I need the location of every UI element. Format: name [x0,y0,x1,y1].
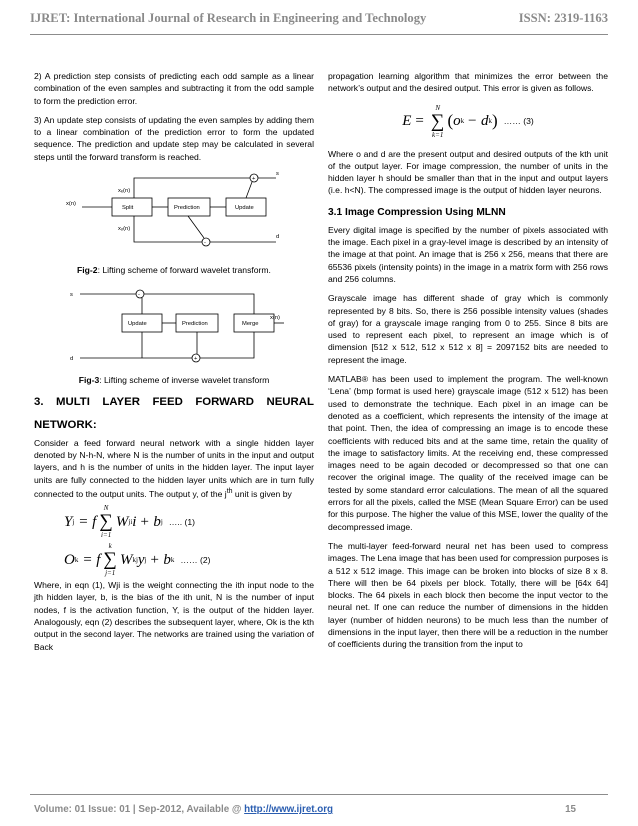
paragraph: Consider a feed forward neural network with a single hidden layer denoted by N-h-N, where N is the number of units in the input and output layers, and h is the number of units in the hidden layer. The input layer units are fully connected to the hidden layer units which are in turn fully connected to the output units. The output y, of the $j^{th}$ unit is given by [34,437,314,499]
fig3-diagram [64,286,284,370]
page-number: 15 [565,804,576,815]
equation-3: E = N ∑ k=1 ( o k − d k ) …… (3) [402,103,534,139]
fig3-caption-bold: Fig-3 [78,375,100,386]
paragraph: propagation learning algorithm that minimizes the error between the network’s output and the desired output. This error is given as follows. [328,71,608,94]
fig2-caption-text: : Lifting scheme of forward wavelet transform. [97,265,271,276]
minus-sign: - [138,292,140,299]
journal-link[interactable]: http://www.ijret.org [244,804,334,815]
prediction-block-label: Prediction [174,205,200,212]
d-label: d [276,234,280,241]
journal-title: IJRET: International Journal of Research in Engineering and Technology [30,11,427,25]
fig2-caption [34,264,314,276]
footer-text: Volume: 01 Issue: 01 | Sep-2012, Available @ [34,804,245,815]
prediction-block-label: Prediction [182,321,208,328]
paragraph: Every digital image is specified by the number of pixels associated with the image. Each pixel in a gray-level image is described by an intensity of the image at that point. An image that is 256 x 256, means that there are 65536 pixels (intensity points) in the image in a matrix form with 256 rows and 256 columns. [328,224,608,284]
section-heading: 3. MULTI LAYER FEED FORWARD NEURAL NETWORK: [34,395,314,431]
footer-rule [30,794,608,795]
fig2-caption-bold: Fig-2 [77,265,98,276]
minus-sign: - [204,240,206,247]
xn-label: x(n) [66,201,76,208]
s-label: s [276,171,279,178]
header-rule [30,34,608,35]
paragraph: The multi-layer feed-forward neural net has been used to compress images. The Lena image that has been used for compression purposes is a 512 x 512 image. This image can be broken into blocks of size 8 x 8. There will then be 64 pixels per block. Totally, there will be [64x 64] blocks. The 64 pixels in each block then become the input vector to the neural net. If one can reduce the number of dimensions in the hidden layer (number of hidden neurons) to be much less than the number of dimensions in the input layer, then there will be a reduction in the number of coefficients during the transition from the input to [328,540,608,650]
s-label: s [70,292,73,299]
left-column [34,70,314,660]
merge-block-label: Merge [242,321,259,328]
fig3-caption-text: : Lifting scheme of inverse wavelet transform [99,375,270,386]
right-column [328,70,608,658]
plus-sign: + [194,356,198,363]
paragraph: MATLAB® has been used to implement the program. The well-known ‘Lena’ (bmp format is used here) grayscale image (512 x 512) has been used to demonstrate the technique. Each pixel in an image can be denoted as a coefficient, which represents the intensity of the image at that point. Then, the idea of compressing an image is to encode these coefficients with reduced bits and at the same time, retain the quality of the image to satisfactory limits. At the receiving end, these compressed images need to be again decoded or decompressed so that one can recover the original image. The quality of the received image can be tested by some standard error calculations. The mean of all the squared errors for all the pixels, called the MSE (Mean Square Error) can be used for this purpose. The higher the value of this MSE, lower the quality of the decompressed image. [328,374,608,532]
equation-2: O k = f k ∑ j=1 W kj y j + b k …… (2) [64,542,211,578]
update-block-label: Update [128,321,147,328]
split-block-label: Split [122,205,134,212]
fig3-caption [34,374,314,386]
running-header [30,11,608,26]
equation-1: Y j = f N ∑ i=1 W ji i + b j ….. (1) [64,504,196,540]
subsection-heading: 3.1 Image Compression Using MLNN [328,206,506,218]
paragraph: Where o and d are the present output and desired outputs of the kth unit of the output layer. For image compression, the number of units in the hidden layer h should be smaller than that in the input and output layers (i.e. h<N). The compressed image is the output of hidden layer neurons. [328,148,608,196]
paragraph: Where, in eqn (1), Wji is the weight connecting the ith input node to the jth hidden layer, b, is the bias of the ith unit, N is the number of input nodes, f is the activation function, Y, is the output of the hidden layer. Analogously, eqn (2) describes the subsequent layer, where, Ok is the kth output in the second layer. The networks are trained using the variation of Back [34,580,314,652]
xo-label: xₒ(n) [118,226,131,233]
d-label: d [70,356,74,363]
paragraph: Grayscale image has different shade of gray which is commonly represented by 8 bits. So, there is 256 possible intensity values (shades of gray) for a grayscale image ranging from 0 to 255. Since 8 bits are used to represent each pixel, to represent an image which is of dimension [512 x 512, 512 x 512 x 8] = 2097152 bits are needed to represent the image. [328,293,608,365]
fig2-diagram [64,170,284,260]
issn: ISSN: 2319-1163 [518,11,608,25]
xe-label: xₑ(n) [118,188,131,195]
footer [34,804,576,815]
paragraph: 2) A prediction step consists of predicting each odd sample as a linear combination of the even samples and subtracting it from the odd sample to form the prediction error. [34,71,314,106]
plus-sign: + [252,176,256,183]
update-block-label: Update [235,205,254,212]
paragraph: 3) An update step consists of updating the even samples by adding them to a linear combination of the prediction error to form the updated sequence. The prediction and update step may be calculated in several steps until the forward transform is reached. [34,114,314,162]
xn-label: x(n) [270,315,280,322]
